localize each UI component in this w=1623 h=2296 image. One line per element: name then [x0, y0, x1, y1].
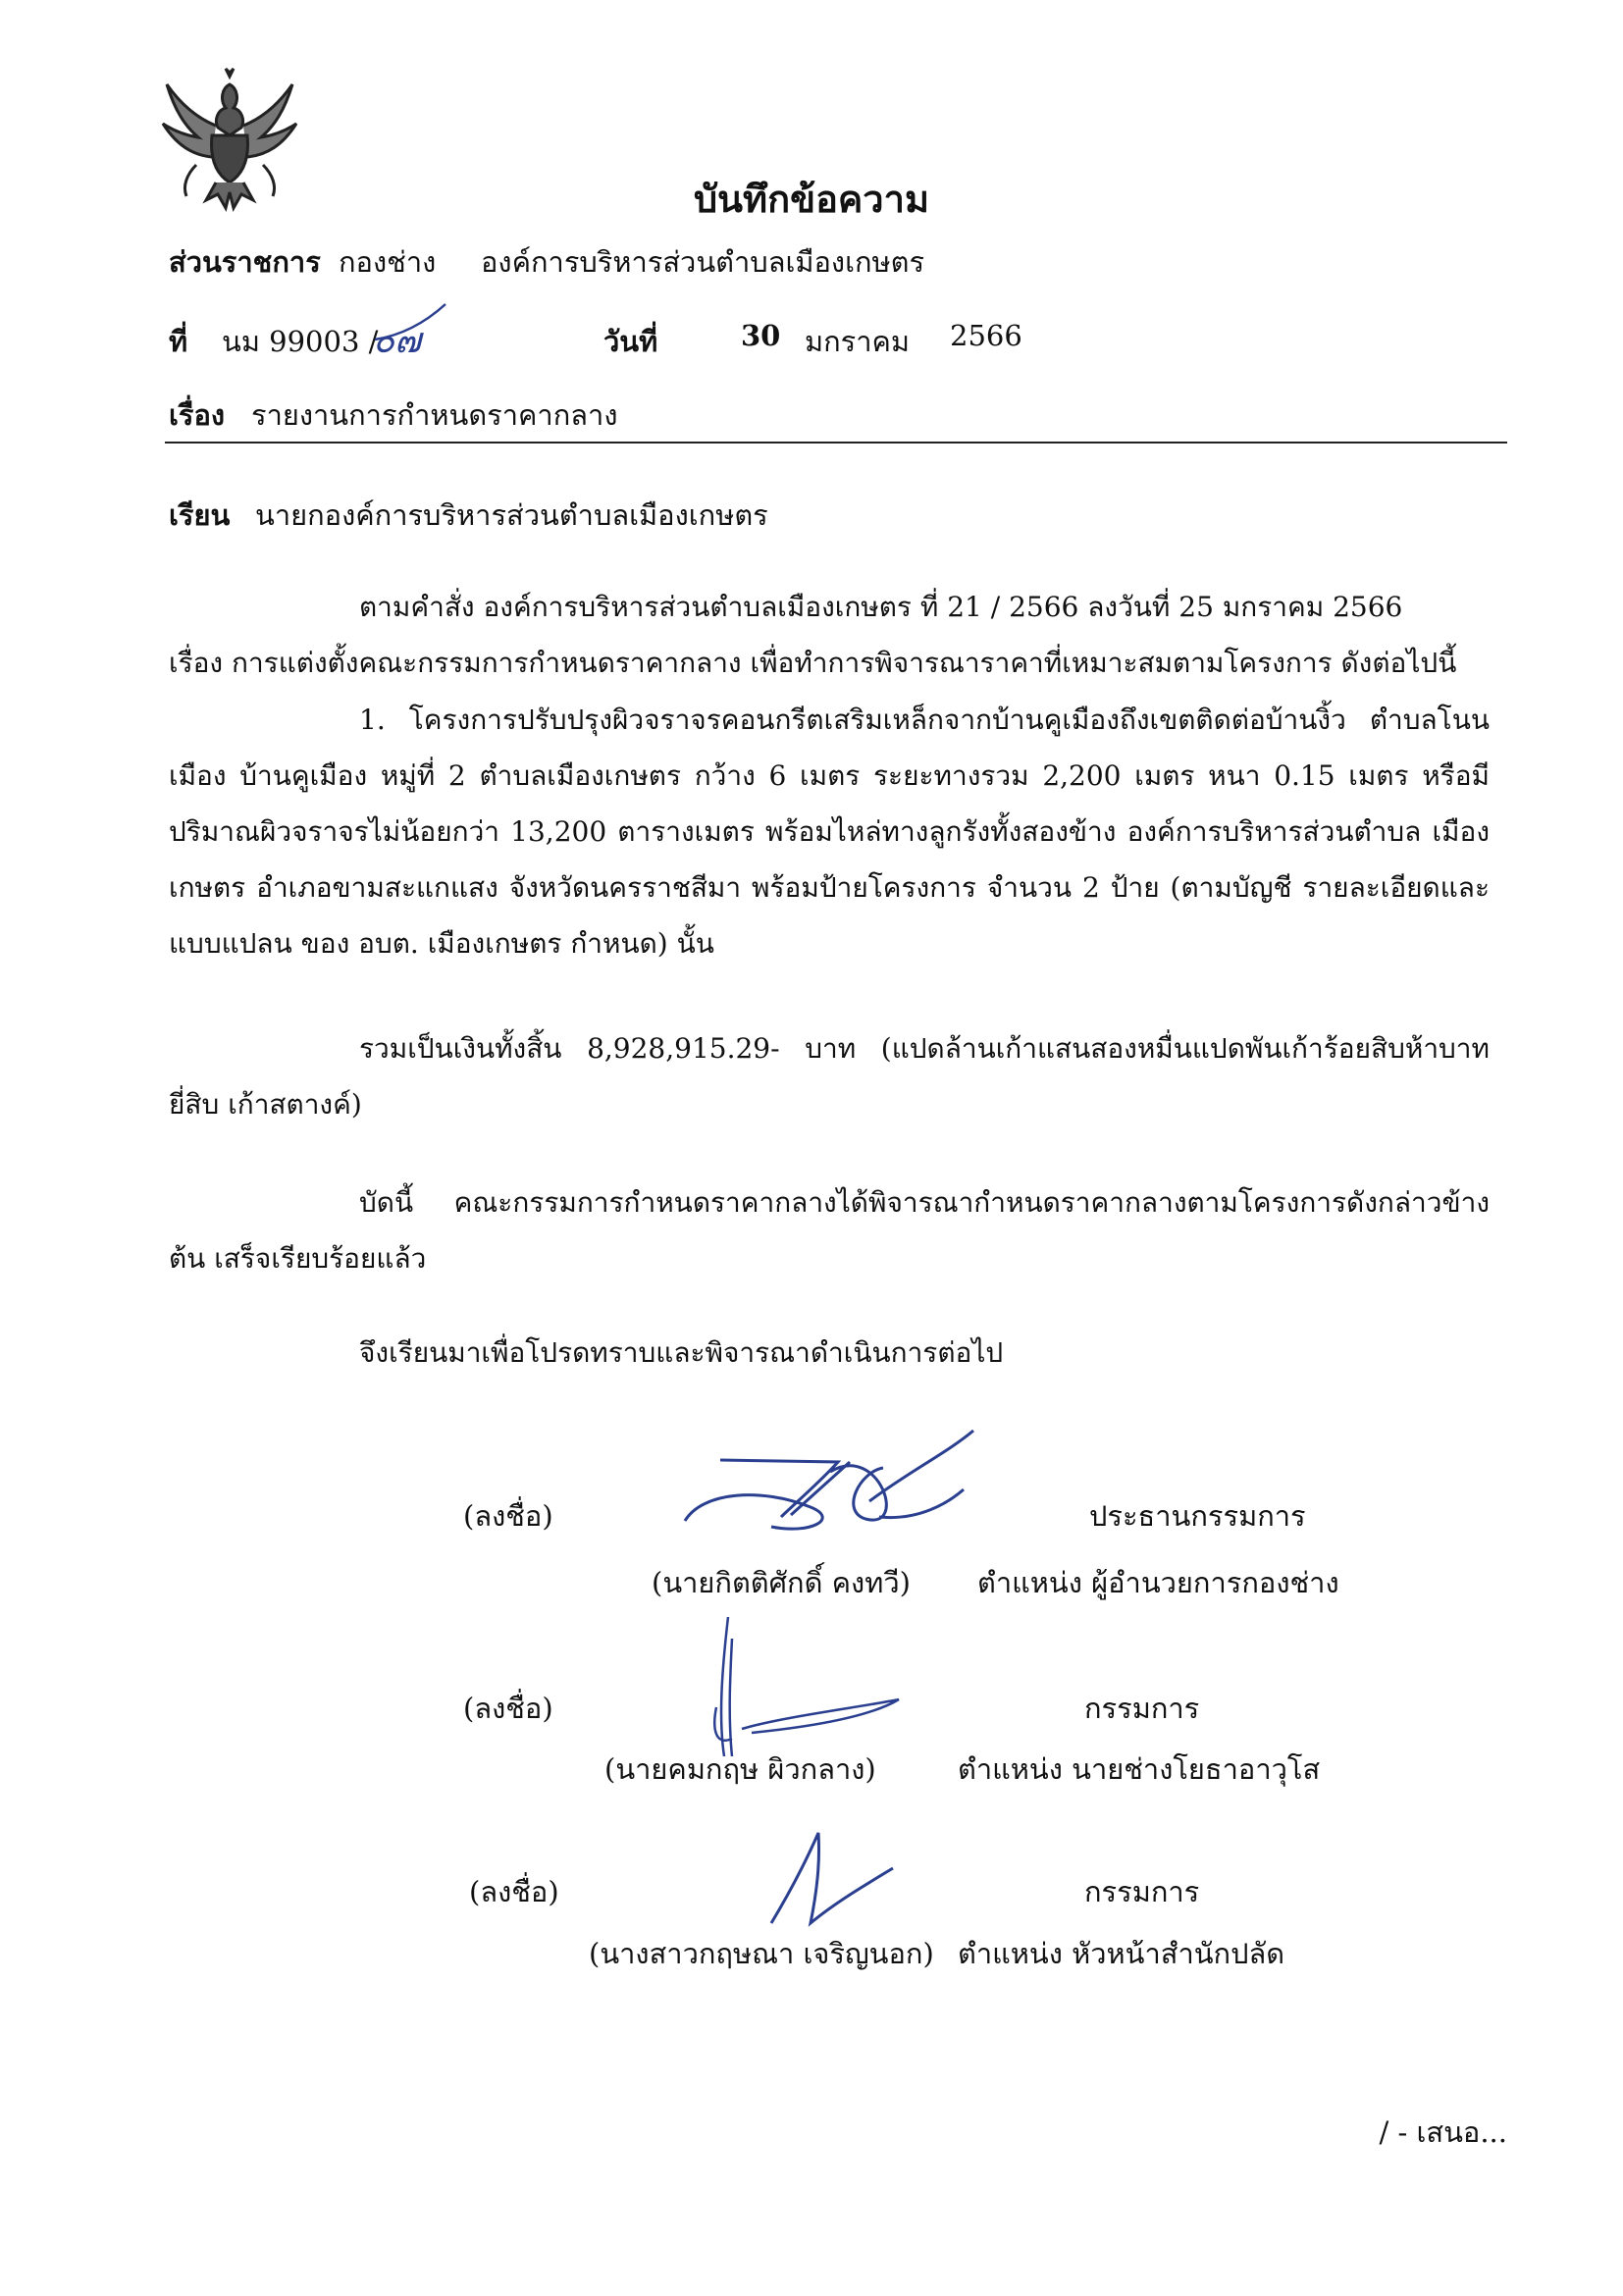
date-label: วันที่ — [603, 325, 658, 358]
closing-text: จึงเรียนมาเพื่อโปรดทราบและพิจารณาดำเนินการต่อไป — [359, 1336, 1004, 1369]
sign-position-1: ตำแหน่ง ผู้อำนวยการกองช่าง — [977, 1566, 1339, 1599]
department-value: กองช่าง — [339, 245, 437, 279]
p3-first: รวมเป็นเงินทั้งสิ้น 8,928,915.29- บาท (แปดล้านเก้าแสนสองหมื่นแปดพันเก้าร้อยสิบห้าบาทยี่สิบ — [169, 1032, 1490, 1121]
sign-role-1: ประธานกรรมการ — [1089, 1499, 1306, 1533]
number-value: นม 99003 / — [222, 325, 379, 358]
sign-name-2: (นายคมกฤษ ผิวกลาง) — [604, 1752, 876, 1786]
number-label: ที่ — [169, 325, 188, 358]
date-day: 30 — [741, 319, 781, 352]
to-label: เรียน — [169, 498, 231, 532]
department-label: ส่วนราชการ — [169, 245, 321, 279]
handwriting-stroke-icon — [371, 300, 449, 345]
paragraph-order — [169, 579, 1490, 691]
p4-first: บัดนี้ คณะกรรมการกำหนดราคากลางได้พิจารณากำหนดราคากลางตามโครงการดังกล่าวข้างต้น — [169, 1186, 1490, 1275]
p2-rest: เมือง บ้านคูเมือง หมู่ที่ 2 ตำบลเมืองเกษตร กว้าง 6 เมตร ระยะทางรวม 2,200 เมตร หนา 0.15 เมตร หรือมี ปริมาณผิวจราจรไม่น้อยกว่า 13,200 ตารางเมตร พร้อมไหล่ทางลูกรังทั้งสองข้าง องค์การบริหารส่วนตำบล เมืองเกษตร อำเภอขามสะแกแสง จังหวัดนครราชสีมา พร้อมป้ายโครงการ จำนวน 2 ป้าย (ตามบัญชี รายละเอียดและแบบแปลน ของ อบต. เมืองเกษตร กำหนด) นั้น — [169, 759, 1490, 960]
sign-name-1: (นายกิตติศักดิ์ คงทวี) — [652, 1566, 911, 1599]
handwritten-number: ๐๗ — [373, 321, 422, 361]
paragraph-project — [169, 692, 1490, 971]
date-year: 2566 — [950, 319, 1022, 352]
header-divider — [165, 442, 1507, 444]
memo-title: บันทึกข้อความ — [693, 177, 930, 221]
sign-name-3: (นางสาวกฤษณา เจริญนอก) — [589, 1937, 934, 1970]
sign-label-2: (ลงชื่อ) — [463, 1692, 553, 1725]
to-value: นายกองค์การบริหารส่วนตำบลเมืองเกษตร — [255, 498, 768, 532]
signature-1-icon — [673, 1413, 987, 1550]
p1-line1: ตามคำสั่ง องค์การบริหารส่วนตำบลเมืองเกษตร ที่ 21 / 2566 ลงวันที่ 25 มกราคม 2566 — [359, 591, 1403, 623]
organization-name: องค์การบริหารส่วนตำบลเมืองเกษตร — [481, 245, 925, 279]
sign-label-1: (ลงชื่อ) — [463, 1499, 553, 1533]
p4-rest: เสร็จเรียบร้อยแล้ว — [214, 1242, 427, 1275]
paragraph-total — [169, 1020, 1490, 1132]
paragraph-result — [169, 1174, 1490, 1286]
p1-line2: เรื่อง การแต่งตั้งคณะกรรมการกำหนดราคากลาง เพื่อทำการพิจารณาราคาที่เหมาะสมตามโครงการ ดังต่อไปนี้ — [169, 647, 1457, 679]
sign-position-3: ตำแหน่ง หัวหน้าสำนักปลัด — [958, 1937, 1285, 1970]
subject-value: รายงานการกำหนดราคากลาง — [251, 398, 618, 432]
date-month: มกราคม — [805, 325, 911, 358]
signature-2-icon — [693, 1609, 918, 1766]
sign-label-3: (ลงชื่อ) — [469, 1875, 559, 1908]
sign-role-3: กรรมการ — [1084, 1875, 1200, 1908]
sign-position-2: ตำแหน่ง นายช่างโยธาอาวุโส — [958, 1752, 1321, 1786]
signature-3-icon — [765, 1825, 903, 1933]
continued-marker: / - เสนอ... — [1379, 2115, 1507, 2149]
sign-role-2: กรรมการ — [1084, 1692, 1200, 1725]
subject-label: เรื่อง — [169, 398, 226, 432]
paragraph-closing — [169, 1325, 1490, 1381]
p2-first: 1. โครงการปรับปรุงผิวจราจรคอนกรีตเสริมเหล็กจากบ้านคูเมืองถึงเขตติดต่อบ้านงิ้ว ตำบลโนน — [359, 704, 1490, 736]
p3-rest: เก้าสตางค์) — [228, 1088, 362, 1121]
